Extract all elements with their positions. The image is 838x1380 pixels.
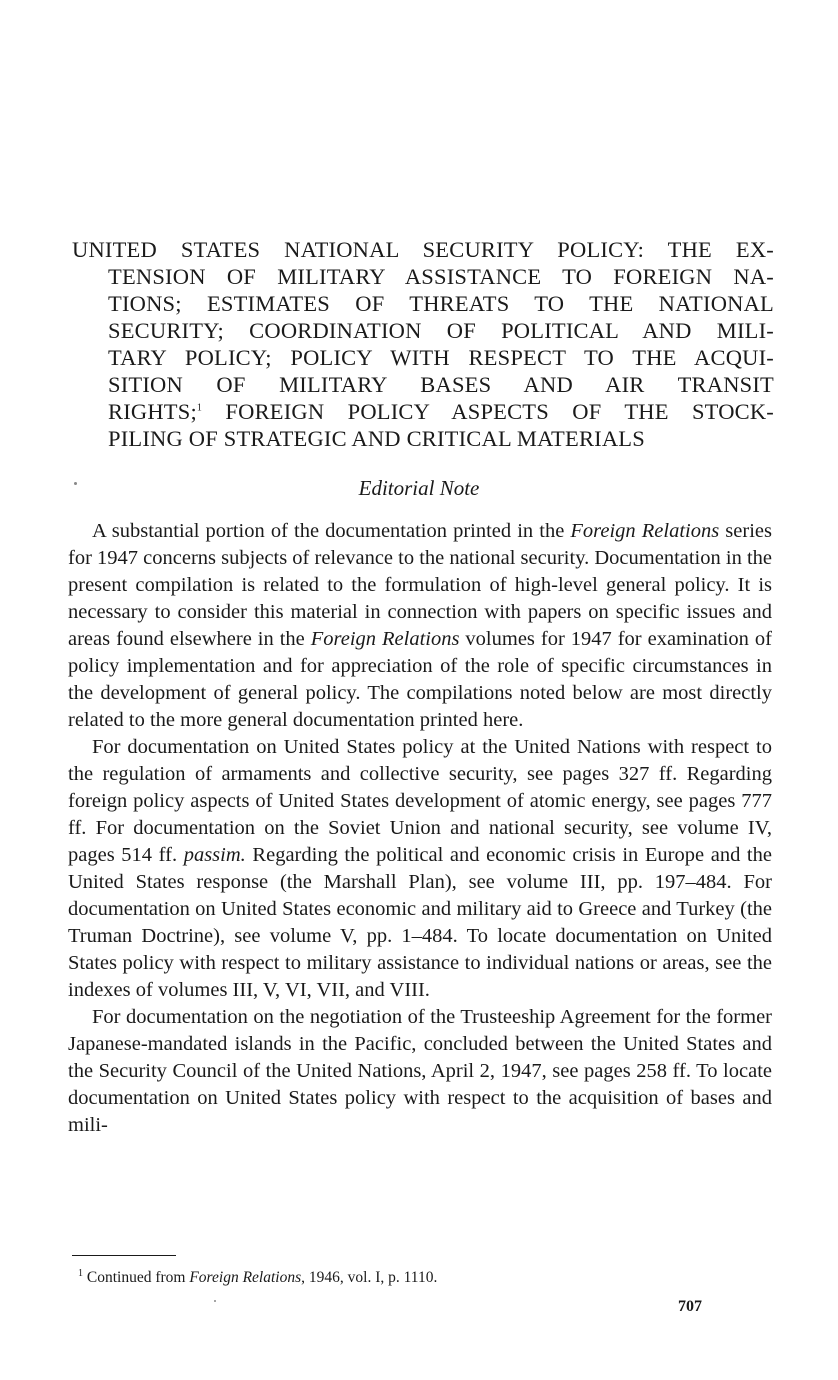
text-run: For documentation on the negotiation of the Trusteeship Agreement for the former Japanese-mandated islands in the Pacific, concluded between the United States and the Security Council of the United Nations, April 2, 1947, see pages 258 ff. To locate documentation on United States policy with respect to the acquisition of bases and mili- bbox=[68, 1006, 772, 1136]
italic-term: passim. bbox=[183, 844, 246, 866]
editorial-note-heading: Editorial Note bbox=[358, 476, 480, 500]
title-line-part: FOREIGN POLICY ASPECTS OF THE STOCK- bbox=[202, 399, 774, 424]
footnote-marker: 1 bbox=[78, 1267, 83, 1279]
text-run: For documentation on United States policy at the United Nations with respect to the regulation of armaments and collective security, see pages 327 ff. Regarding foreign policy aspects of United States development of atomic energy, see pages 777 ff. For documentation on the Soviet Union and national security, see volume IV, pages 514 ff. bbox=[68, 736, 772, 866]
text-run: A substantial portion of the documentation printed in the bbox=[92, 520, 571, 542]
title-line: PILING OF STRATEGIC AND CRITICAL MATERIALS bbox=[108, 426, 645, 451]
title-line: TARY POLICY; POLICY WITH RESPECT TO THE ACQUI- bbox=[108, 345, 774, 370]
paragraph bbox=[68, 518, 772, 734]
title-line: TENSION OF MILITARY ASSISTANCE TO FOREIGN NA- bbox=[108, 264, 774, 289]
footnote bbox=[78, 1268, 437, 1288]
title-line: UNITED STATES NATIONAL SECURITY POLICY: THE EX- bbox=[72, 237, 774, 262]
title-line: SITION OF MILITARY BASES AND AIR TRANSIT bbox=[108, 372, 774, 397]
page-number: 707 bbox=[678, 1298, 702, 1315]
paragraph bbox=[68, 1004, 772, 1139]
footnote-reference: 1 bbox=[196, 402, 203, 414]
footnote-text: , 1946, vol. I, p. 1110. bbox=[301, 1269, 438, 1286]
footnote-text: Continued from bbox=[83, 1269, 190, 1286]
text-run: series for 1947 concerns subjects of relevance to the national security. Documentation in the present compilation is related to the formulation of high-level general policy. It is necessary to consider this material in connection with papers on specific issues and areas found elsewhere in the bbox=[68, 520, 772, 650]
compilation-title bbox=[72, 236, 774, 452]
title-line: TIONS; ESTIMATES OF THREATS TO THE NATIONAL bbox=[108, 291, 774, 316]
footnote-source: Foreign Relations bbox=[189, 1269, 302, 1286]
paragraph bbox=[68, 734, 772, 1004]
footnote-divider bbox=[72, 1255, 176, 1256]
body-text bbox=[68, 518, 772, 1139]
scan-speck bbox=[214, 1300, 216, 1302]
italic-title: Foreign Relations bbox=[310, 628, 460, 650]
title-line: SECURITY; COORDINATION OF POLITICAL AND MILI- bbox=[108, 318, 774, 343]
italic-title: Foreign Relations bbox=[570, 520, 720, 542]
text-run: Regarding the political and economic crisis in Europe and the United States response (the Marshall Plan), see volume III, pp. 197–484. For documentation on United States economic and military aid to Greece and Turkey (the Truman Doctrine), see volume V, pp. 1–484. To locate documentation on United States policy with respect to military assistance to individual nations or areas, see the indexes of volumes III, V, VI, VII, and VIII. bbox=[68, 844, 772, 1001]
title-line bbox=[72, 398, 774, 425]
title-line-part: RIGHTS; bbox=[108, 399, 197, 424]
text-run: volumes for 1947 for examination of policy implementation and for appreciation of the role of specific circumstances in the development of general policy. The compilations noted below are most directly related to the more general documentation printed here. bbox=[68, 628, 772, 731]
